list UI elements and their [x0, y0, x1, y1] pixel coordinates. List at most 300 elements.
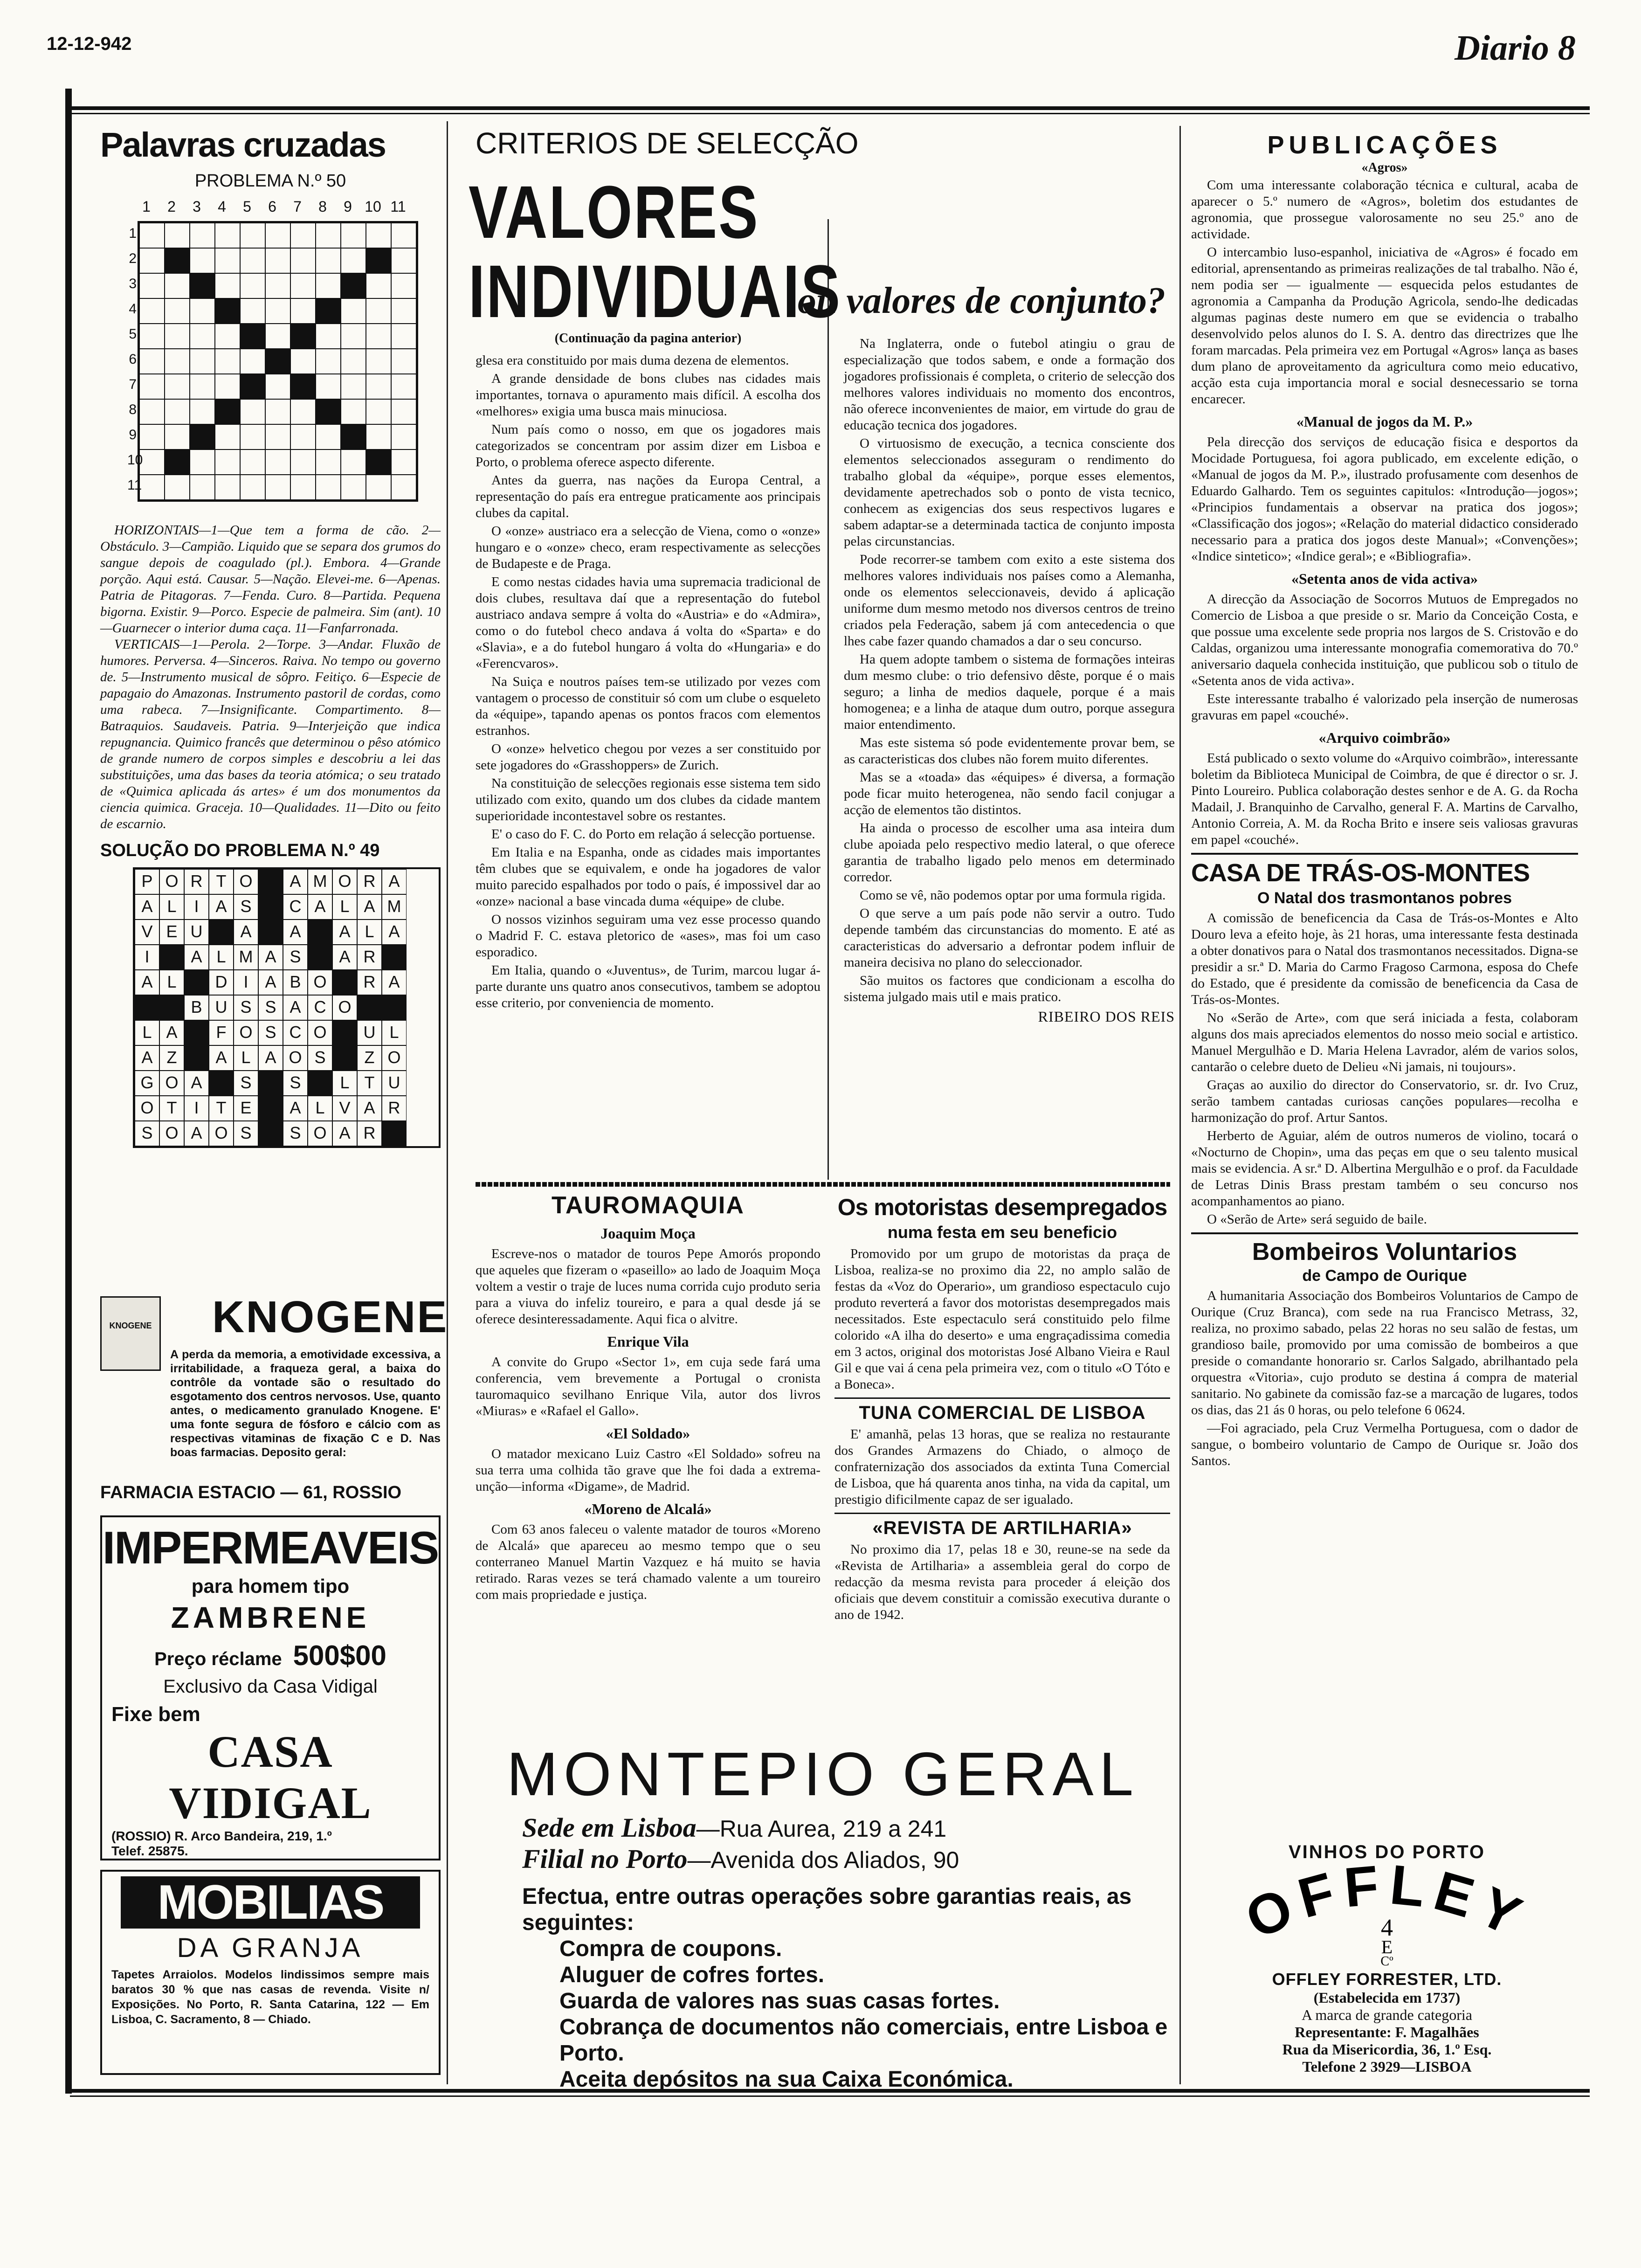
impermeaveis-exclusive: Exclusivo da Casa Vidigal: [163, 1676, 378, 1697]
article-headline: VALORES INDIVIDUAIS: [469, 170, 842, 333]
solution-cell: Z: [357, 1045, 382, 1071]
publicacoes-paragraph: A direcção da Associação de Socorros Mutuos de Empregados no Comercio de Lisboa a que preside o sr. Mario da Conceição Costa, e que possue uma excelente sede propria nos largos de S. Cristovão e do Caldas, organizou uma interessante monografia comemorativa do 70.º aniversario daquela conhecida instituição, que publicou sob o titulo de «Setenta anos de vida activa».: [1191, 592, 1578, 688]
solution-cell: I: [135, 945, 159, 970]
solution-cell: [184, 970, 209, 995]
casa-subtitle: O Natal dos trasmontanos pobres: [1257, 889, 1512, 907]
grid-cell: [265, 298, 290, 324]
price-value: 500$00: [293, 1640, 386, 1671]
solution-cell: A: [283, 1096, 308, 1121]
grid-cell: [391, 475, 416, 500]
separator: [834, 1513, 1170, 1514]
article-subhead: ou valores de conjunto?: [798, 280, 1165, 321]
offley-telephone: Telefone 2 3929—LISBOA: [1302, 2058, 1472, 2075]
grid-cell: [240, 223, 265, 248]
offley-company: OFFLEY FORRESTER, LTD.: [1272, 1970, 1502, 1989]
solution-cell: L: [159, 970, 184, 995]
solution-cell: A: [283, 920, 308, 945]
article-paragraph: Ha quem adopte tambem o sistema de formações inteiras dum mesmo clube: o trio defensivo dêste, porque é o mais seguro; a linha de medios daquele, porque é a mais homogenea; e a linha de ataque dum outro, porque assegura maior entendimento.: [844, 652, 1175, 732]
grid-cell: [240, 349, 265, 374]
column-number: 6: [268, 198, 276, 215]
crossword-puzzle: [100, 195, 441, 517]
grid-cell: [165, 424, 190, 449]
solution-cell: A: [159, 1020, 184, 1045]
solution-cell: R: [382, 1096, 407, 1121]
solution-cell: E: [234, 1096, 258, 1121]
article-paragraph: Na constituição de selecções regionais esse sistema tem sido utilizado com exito, quando um dos clubes da cidade mantem superioridade incontestavel sobre os restantes.: [476, 776, 820, 823]
grid-cell: [165, 273, 190, 298]
article-paragraph: Mas este sistema só pode evidentemente provar bem, se as caracteristicas dos clubes não forem muito diferentes.: [844, 735, 1175, 767]
motoristas-text: Promovido por um grupo de motoristas da praça de Lisboa, realiza-se no proximo dia 22, no amplo salão de festas da «Voz do Operario», um grandioso espectaculo cujo produto reverterá a favor dos motoristas desempregados mais necessitados. Este espectaculo será constituido pelo filme colorido «A ilha do deserto» e uma engraçadissima comedia em 3 actos, original dos motoristas José Albano Vieira e Raul Gil e que vai á cena pela primeira vez, com o titulo «O Tóto e a Boneca».: [834, 1246, 1170, 1392]
article-paragraph: O que serve a um país pode não servir a outro. Tudo depende também das circunstancias do momento. E até as caracteristicas do adversario a defrontar podem influir de maneira decisiva no plano do seleccionador.: [844, 906, 1175, 970]
offley-address: Rua da Misericordia, 36, 1.º Esq.: [1282, 2041, 1492, 2058]
bombeiros-body: [1191, 1288, 1578, 1469]
motoristas-section: [834, 1194, 1170, 1625]
bottom-rule-thin: [70, 2095, 1590, 2097]
publicacoes-s4-text: Está publicado o sexto volume do «Arquivo coimbrão», interessante boletim da Biblioteca Municipal de Coimbra, de que é director o sr. J. Pinto Loureiro. Publica colaboração destes senhor e de A. G. da Rocha Madail, J. Branquinho de Carvalho, general F. A. Martins de Carvalho, Antonio Correia, A. M. da Rocha Brito e insere seis valiosas gravuras em papel «couché».: [1191, 751, 1578, 847]
solution-cell: B: [283, 970, 308, 995]
solution-cell: S: [258, 1020, 283, 1045]
crossword-title: Palavras cruzadas: [100, 125, 386, 164]
solution-cell: A: [184, 1071, 209, 1096]
solution-cell: G: [135, 1071, 159, 1096]
grid-cell: [265, 273, 290, 298]
casa-paragraph: A comissão de beneficencia da Casa de Trás-os-Montes e Alto Douro leva a efeito hoje, às 21 horas, uma interessante festa destinada a obter donativos para o Natal dos trasmontanos necessitados. Digna-se presidir a sr.ª D. Maria do Carmo Fragoso Carmona, esposa do Chefe do Estado, que é presidente da comissão de beneficencia da Casa de Trás-os-Montes.: [1191, 911, 1578, 1007]
solution-cell: A: [234, 920, 258, 945]
grid-cell: [139, 324, 165, 349]
publicacoes-s3-body: [1191, 591, 1578, 724]
grid-cell: [366, 449, 391, 475]
grid-cell: [215, 449, 240, 475]
solution-cell: L: [332, 1071, 357, 1096]
grid-cell: [265, 324, 290, 349]
monogram-top: 4: [1381, 1915, 1393, 1941]
grid-cell: [139, 424, 165, 449]
solution-cell: O: [308, 1020, 332, 1045]
crossword-grid: [138, 221, 418, 502]
solution-cell: [209, 1071, 234, 1096]
row-number: 5: [129, 326, 137, 342]
grid-cell: [190, 298, 215, 324]
article-paragraph: Na Suiça e noutros países tem-se utilizado por vezes com vantagem o processo de constituir só com um clube o esqueleto da «équipe», tapando apenas os pontos fracos com elementos estranhos.: [476, 674, 820, 738]
grid-cell: [290, 475, 316, 500]
grid-cell: [290, 248, 316, 273]
casa-vidigal: CASA VIDIGAL: [169, 1727, 372, 1828]
knogene-text: A perda da memoria, a emotividade excessiva, a irritabilidade, a fraqueza geral, a baixa do contrôle da vontade são o resultado do esgotamento dos centros nervosos. Use, quanto antes, o medicamento granulado Knogene. E' uma fonte segura de fósforo e cálcio com as respectivas vitaminas de fixação C e D. Nas boas farmacias. Deposito geral:: [170, 1348, 441, 1459]
grid-cell: [366, 424, 391, 449]
article-paragraph: Antes da guerra, nas nações da Europa Central, a representação do país era entregue praticamente aos principais clubes da capital.: [476, 473, 820, 520]
tauromaquia-s1-text: Escreve-nos o matador de touros Pepe Amorós propondo que aqueles que fizeram o «paseillo» ao lado de Joaquim Moça voltem a vestir o traje de luces numa corrida cujo produto seria para a viuva do infeliz toureiro, e para a qual desde já se oferece desinteressadamente. Aqui fica o alvitre.: [476, 1246, 820, 1327]
grid-cell: [341, 223, 366, 248]
solution-cell: S: [283, 1121, 308, 1146]
row-number: 11: [127, 477, 142, 493]
clues-vertical-label: VERTICAIS: [114, 637, 180, 652]
column-number: 3: [193, 198, 201, 215]
solution-cell: A: [135, 970, 159, 995]
grid-cell: [240, 273, 265, 298]
solution-cell: [258, 1071, 283, 1096]
solution-cell: C: [308, 995, 332, 1020]
solution-cell: O: [209, 1121, 234, 1146]
grid-cell: [366, 349, 391, 374]
solution-cell: T: [357, 1071, 382, 1096]
grid-cell: [215, 475, 240, 500]
grid-cell: [190, 248, 215, 273]
grid-cell: [240, 399, 265, 424]
masthead-title: Diario: [1455, 28, 1549, 68]
casa-paragraph: Herberto de Aguiar, além de outros numeros de violino, tocará o «Nocturno de Chopin», uma das peças em que o seu talento musical mais se evidencia. A sr.ª D. Albertina Mergulhão e o prof. da Faculdade de Letras Dinis Brass prestam também o seu concurso nos acompanhamentos ao piano.: [1191, 1128, 1578, 1209]
solution-cell: V: [332, 1096, 357, 1121]
article-paragraph: O «onze» austriaco era a selecção de Viena, como o «onze» hungaro e o «onze» checo, eram respectivamente as selecções de Budapeste e de Praga.: [476, 524, 820, 571]
tauromaquia-s3-text: O matador mexicano Luiz Castro «El Soldado» sofreu na sua terra uma colhida tão grave que lhe foi dada a extrema-unção—informa «Digame», de Madrid.: [476, 1446, 820, 1494]
solution-cell: A: [135, 1045, 159, 1071]
grid-cell: [391, 374, 416, 399]
grid-cell: [391, 349, 416, 374]
sede-label: Sede em Lisboa: [522, 1812, 696, 1843]
bombeiros-title: Bombeiros Voluntarios: [1252, 1238, 1517, 1265]
column-divider: [1179, 126, 1181, 2084]
casa-paragraph: No «Serão de Arte», com que será iniciada a festa, colaboram alguns dos mais apreciados elementos do nosso meio social e artistico. Manuel Mergulhão e D. Maria Helena Lavrador, além de varios solos, cantarão o celebre dueto de Delieu «Ni jamais, ni toujours».: [1191, 1010, 1578, 1074]
grid-cell: [215, 273, 240, 298]
grid-cell: [341, 475, 366, 500]
article-paragraph: O «onze» helvetico chegou por vezes a ser constituido por sete jogadores do «Grasshoppers» de Zurich.: [476, 741, 820, 773]
column-divider: [447, 121, 448, 2084]
grid-cell: [240, 449, 265, 475]
solution-cell: S: [258, 995, 283, 1020]
grid-cell: [290, 374, 316, 399]
solution-cell: [209, 920, 234, 945]
motoristas-subtitle: numa festa em seu beneficio: [887, 1223, 1117, 1242]
solution-cell: B: [184, 995, 209, 1020]
clues-v: [100, 636, 441, 832]
grid-cell: [240, 374, 265, 399]
grid-cell: [139, 374, 165, 399]
grid-cell: [190, 424, 215, 449]
montepio-ad: [476, 1739, 1170, 2092]
grid-cell: [391, 223, 416, 248]
grid-cell: [190, 349, 215, 374]
solution-cell: O: [332, 869, 357, 894]
solution-cell: L: [308, 1096, 332, 1121]
offley-ad: [1193, 1842, 1580, 2080]
grid-cell: [391, 324, 416, 349]
grid-cell: [366, 374, 391, 399]
montepio-items: [476, 1936, 1170, 2093]
grid-cell: [366, 298, 391, 324]
grid-cell: [190, 475, 215, 500]
mobilias-ad: [100, 1870, 441, 2075]
article-paragraph: A grande densidade de bons clubes nas cidades mais importantes, tornava o apuramento mais difícil. A escolha dos «melhores» exigia uma busca mais minuciosa.: [476, 371, 820, 419]
article-col-1-body: [476, 353, 820, 1011]
montepio-item: Cobrança de documentos não comerciais, entre Lisboa e Porto.: [559, 2015, 1168, 2066]
solution-cell: [382, 1121, 407, 1146]
grid-cell: [290, 449, 316, 475]
bombeiros-paragraph: —Foi agraciado, pela Cruz Vermelha Portuguesa, com o dador de sangue, o bombeiro voluntario de Campo de Ourique sr. João dos Santos.: [1191, 1421, 1578, 1468]
article-paragraph: glesa era constituido por mais duma dezena de elementos.: [476, 353, 789, 368]
separator: [1191, 853, 1578, 855]
article-paragraph: Em Italia e na Espanha, onde as cidades mais importantes têm clubes que se equivalem, e onde ha jogadores de valor muito parecido espalhados por todo o país, é impossivel dar ao «onze» nacional a base vincada duma «équipe» de clube.: [476, 845, 820, 909]
grid-cell: [139, 475, 165, 500]
solution-cell: [332, 970, 357, 995]
casa-title: CASA DE TRÁS-OS-MONTES: [1191, 859, 1530, 887]
article-author: RIBEIRO DOS REIS: [1038, 1008, 1175, 1025]
solution-cell: L: [357, 920, 382, 945]
grid-cell: [139, 449, 165, 475]
solution-cell: [357, 995, 382, 1020]
solution-cell: A: [258, 1045, 283, 1071]
grid-cell: [341, 298, 366, 324]
clues-horizontal: —1—Que tem a forma de cão. 2—Obstáculo. 3—Campião. Liquido que se separa dos grumos do sangue depois de coagulado (pl.). Embora. 4—Grande porção. Aqui está. Causar. 5—Nação. Elevei-me. 6—Apenas. Patria de Pitagoras. 7—Fenda. Curo. 8—Partida. Pequena bigorna. Existir. 9—Porco. Especie de palmeira. Sim (ant). 10—Guarnecer o interior duma caça. 11—Fanfarronada.: [100, 523, 441, 636]
grid-cell: [215, 399, 240, 424]
grid-cell: [139, 349, 165, 374]
solution-cell: O: [159, 1071, 184, 1096]
article-paragraph: O nossos vizinhos seguiram uma vez esse processo quando o Madrid F. C. estava pletorico de «ases», mas foi um caso esporadico.: [476, 912, 820, 960]
filial-label: Filial no Porto: [522, 1844, 688, 1874]
solution-cell: A: [184, 1121, 209, 1146]
solution-cell: [332, 1045, 357, 1071]
left-border: [65, 89, 72, 2094]
grid-cell: [341, 424, 366, 449]
grid-cell: [165, 349, 190, 374]
grid-cell: [139, 399, 165, 424]
solution-cell: V: [135, 920, 159, 945]
mobilias-title: MOBILIAS: [121, 1876, 420, 1929]
grid-cell: [366, 475, 391, 500]
publicacoes-paragraph: O intercambio luso-espanhol, iniciativa de «Agros» é focado em editorial, aprensentando as primeiras realizações de tal trabalho. Não é, nem podia ser — igualmente — esquecida pelos estudantes de agronomia a Campanha da Produção Agricola, sendo-lhe dedicadas algumas paginas deste numero em que se evidencia o trabalho desenvolvido pelos alunos do I. S. A. dentro das directrizes que lhe foram marcadas. Pela primeira vez em Portugal «Agros» lança as bases dum plano de aproveitamento da agricultura como meio educativo, acção esta cuja importancia moral e social desnecessario se torna encarecer.: [1191, 245, 1578, 407]
grid-cell: [215, 324, 240, 349]
casa-paragraph: Graças ao auxilio do director do Conservatorio, sr. dr. Ivo Cruz, serão tambem cantadas curiosas canções populares—recolha e harmonização do prof. Artur Santos.: [1191, 1078, 1578, 1125]
grid-cell: [215, 374, 240, 399]
grid-cell: [341, 248, 366, 273]
crossword-section: [100, 125, 441, 1148]
filial-address: —Avenida dos Aliados, 90: [687, 1847, 959, 1873]
column-number: 11: [390, 198, 406, 215]
solution-cell: A: [357, 1096, 382, 1121]
solution-cell: [382, 995, 407, 1020]
grid-cell: [290, 324, 316, 349]
solution-cell: L: [332, 894, 357, 920]
solution-cell: R: [357, 945, 382, 970]
grid-cell: [165, 475, 190, 500]
header-rule: [70, 106, 1590, 110]
column-divider: [827, 219, 829, 1180]
publicacoes-s2-text: Pela direcção dos serviços de educação fisica e desportos da Mocidade Portuguesa, foi agora publicado, em excelente edição, o «Manual de jogos da M. P.», ilustrado profusamente com desenhos de Eduardo Galhardo. Tem os seguintes capitulos: «Introdução—jogos»; «Principios fundamentais a observar na pratica dos jogos»; «Classificação dos jogos»; «Relação do material didactico considerado necessario para a pratica dos jogos deste Manual»; «Convenções»; «Indice sintetico»; «Indice geral»; e «Bibliografia».: [1191, 435, 1578, 564]
montepio-item: Guarda de valores nas suas casas fortes.: [559, 1989, 1000, 2013]
grid-cell: [139, 248, 165, 273]
solution-cell: O: [234, 869, 258, 894]
publicacoes-s4-title: «Arquivo coimbrão»: [1318, 729, 1451, 746]
grid-cell: [316, 248, 341, 273]
crossword-problem: PROBLEMA N.º 50: [194, 171, 346, 191]
solution-cell: O: [308, 1121, 332, 1146]
grid-cell: [139, 273, 165, 298]
grid-cell: [366, 399, 391, 424]
solution-cell: A: [382, 920, 407, 945]
row-numbers: [127, 221, 143, 498]
impermeaveis-fixe: Fixe bem: [111, 1703, 200, 1726]
article-paragraph: Como se vê, não podemos optar por uma formula rigida.: [860, 888, 1166, 903]
grid-cell: [215, 424, 240, 449]
clues: [100, 522, 441, 636]
tuna-text: E' amanhã, pelas 13 horas, que se realiza no restaurante dos Grandes Armazens do Chiado, o almoço de confraternização dos associados da extinta Tuna Comercial de Lisboa, que há quarenta anos tinha, na vida da capital, um prestigio dificilmente capaz de ser igualado.: [834, 1427, 1170, 1507]
knogene-pharmacy: FARMACIA ESTACIO — 61, ROSSIO: [100, 1483, 402, 1502]
tauromaquia-s4-text: Com 63 anos faleceu o valente matador de touros «Moreno de Alcalá» que apareceu ao mesmo tempo que o seu conterraneo Manuel Martin Vazquez e há muito se havia retirado. Raras vezes se terá chamado valente a um toureiro com mais propriedade e justiça.: [476, 1522, 820, 1602]
tauromaquia-s2-text: A convite do Grupo «Sector 1», em cuja sede fará uma conferencia, vem brevemente a Portugal o cronista tauromaquico sevilhano Enrique Vila, autor dos livros «Miuras» e «Rafael el Gallo».: [476, 1355, 820, 1418]
montepio-sede: [476, 1812, 1170, 1843]
solution-cell: O: [283, 1045, 308, 1071]
solution-cell: U: [209, 995, 234, 1020]
motoristas-title: Os motoristas desempregados: [837, 1194, 1167, 1220]
solution-cell: U: [382, 1071, 407, 1096]
solution-cell: E: [159, 920, 184, 945]
solution-title: SOLUÇÃO DO PROBLEMA N.º 49: [100, 841, 380, 860]
montepio-item: Aluguer de cofres fortes.: [559, 1963, 825, 1987]
impermeaveis-line1: para homem tipo: [191, 1575, 350, 1597]
solution-cell: S: [234, 894, 258, 920]
grid-cell: [391, 298, 416, 324]
offley-kicker: VINHOS DO PORTO: [1288, 1842, 1486, 1862]
monogram-mid: E: [1381, 1936, 1393, 1957]
grid-cell: [316, 475, 341, 500]
grid-cell: [316, 298, 341, 324]
artilharia-text: No proximo dia 17, pelas 18 e 30, reune-se na sede da «Revista de Artilharia» a assembleia geral do corpo de redacção da mesma revista para proceder á eleição dos oficiais que devem constituir a comissão executiva durante o ano de 1942.: [834, 1542, 1170, 1622]
offley-established: (Estabelecida em 1737): [1313, 1989, 1461, 2006]
grid-cell: [316, 349, 341, 374]
grid-cell: [165, 223, 190, 248]
grid-cell: [265, 449, 290, 475]
offley-logo-text: OFFLEY: [1236, 1865, 1538, 1951]
solution-cell: M: [308, 869, 332, 894]
grid-cell: [341, 449, 366, 475]
artilharia-title: «REVISTA DE ARTILHARIA»: [872, 1518, 1132, 1538]
knogene-box-label: KNOGENE: [109, 1321, 152, 1330]
row-number: 10: [127, 452, 143, 468]
grid-cell: [391, 449, 416, 475]
solution-cell: A: [209, 894, 234, 920]
grid-cell: [265, 424, 290, 449]
article-paragraph: Mas se a «toada» das «équipes» é diversa, a formação pode ficar muito heterogenea, não sendo facil conjugar a acção de elementos tão distintos.: [844, 770, 1175, 817]
article-paragraph: Na Inglaterra, onde o futebol atingiu o grau de especialização que todos sabem, e onde a formação dos jogadores profissionais é completa, o criterio de selecção dos melhores valores individuais no momento dos encontros, não oferece inconvenientes de maior, em virtude do grau de educação tecnica dos jogadores.: [844, 336, 1175, 433]
solution-cell: U: [184, 920, 209, 945]
grid-cell: [240, 324, 265, 349]
grid-cell: [316, 324, 341, 349]
grid-cell: [366, 223, 391, 248]
grid-cell: [265, 349, 290, 374]
solution-cell: S: [283, 1071, 308, 1096]
solution-cell: A: [209, 1045, 234, 1071]
impermeaveis-price-line: [102, 1639, 439, 1672]
grid-cell: [341, 324, 366, 349]
grid-cell: [366, 273, 391, 298]
grid-cell: [341, 273, 366, 298]
tauromaquia-s3-title: «El Soldado»: [606, 1425, 690, 1442]
solution-cell: O: [382, 1045, 407, 1071]
tauromaquia-s4-title: «Moreno de Alcalá»: [584, 1500, 712, 1517]
solution-cell: A: [332, 920, 357, 945]
grid-cell: [341, 349, 366, 374]
solution-cell: P: [135, 869, 159, 894]
clues-horizontal-label: HORIZONTAIS: [114, 523, 199, 538]
grid-cell: [391, 248, 416, 273]
masthead: [1455, 28, 1576, 69]
solution-cell: A: [332, 945, 357, 970]
grid-cell: [316, 449, 341, 475]
solution-cell: [258, 869, 283, 894]
solution-cell: I: [184, 894, 209, 920]
grid-cell: [265, 399, 290, 424]
separator: [1191, 1232, 1578, 1234]
montepio-filial: [476, 1843, 1170, 1874]
solution-cell: O: [135, 1096, 159, 1121]
publicacoes-s2-title: «Manual de jogos da M. P.»: [1296, 413, 1473, 430]
column-number: 7: [293, 198, 302, 215]
grid-cell: [316, 424, 341, 449]
article-col-2-body: [844, 336, 1175, 1005]
solution-cell: [184, 1020, 209, 1045]
solution-cell: L: [382, 1020, 407, 1045]
publicacoes-s3-title: «Setenta anos de vida activa»: [1291, 570, 1478, 587]
solution-cell: R: [357, 869, 382, 894]
grid-cell: [190, 223, 215, 248]
solution-cell: [258, 894, 283, 920]
solution-cell: A: [283, 869, 308, 894]
grid-cell: [240, 424, 265, 449]
grid-cell: [190, 449, 215, 475]
solution-cell: S: [234, 1071, 258, 1096]
solution-cell: [308, 920, 332, 945]
clues-vertical: —1—Perola. 2—Torpe. 3—Andar. Fluxão de humores. Perversa. 4—Sinceros. Raiva. No tempo ou governo de. 5—Instrumento musical de sôpro. Feitiço. 6—Especie de papagaio do Amazonas. Instrumento pastoril de cordas, como uma rabeca. 7—Insignificante. Compartimento. 8—Batraquios. Saudaveis. Patria. 9—Interjeição que indica repugnancia. Quimico francês que determinou o pêso atómico de grande numero de corpos simples e descobriu a lei das substituições, uma das bases da teoria atómica; o seu tratado de «Quimica aplicada ás artes» é um dos monumentos da ciencia quimica. Graceja. 10—Qualidades. 11—Dito ou feito de escarnio.: [100, 637, 441, 831]
solution-grid: [133, 867, 441, 1148]
solution-cell: U: [357, 1020, 382, 1045]
solution-cell: [135, 995, 159, 1020]
solution-cell: [308, 945, 332, 970]
knogene-box: [100, 1296, 161, 1371]
solution-cell: A: [382, 970, 407, 995]
solution-cell: R: [184, 869, 209, 894]
article-paragraph: São muitos os factores que condicionam a escolha do sistema julgado mais util e mais pratico.: [844, 973, 1175, 1004]
grid-cell: [215, 248, 240, 273]
tauromaquia-s1-title: Joaquim Moça: [600, 1225, 696, 1242]
bombeiros-paragraph: A humanitaria Associação dos Bombeiros Voluntarios de Campo de Ourique (Cruz Branca), com sede na rua Francisco Metrass, 32, realiza, no proximo sabado, pelas 22 horas no seu salão de festas, um grandioso baile, promovido por uma comissão de bombeiros a que preside o comandante honorario sr. Carlos Salgado, abrilhantado pela orquestra «Vitoria», cujo produto se destina á compra de material sanitario. No gabinete da comissão faz-se a marcação de lugares, todos os dias, das 21 ás 0 horas, ou pelo telefone 6 0624.: [1191, 1288, 1578, 1418]
grid-cell: [165, 449, 190, 475]
solution-cell: L: [209, 945, 234, 970]
solution-cell: O: [332, 995, 357, 1020]
grid-cell: [190, 374, 215, 399]
grid-cell: [265, 223, 290, 248]
mobilias-text: Tapetes Arraiolos. Modelos lindissimos sempre mais baratos 30 % que nas casas de revenda. Visite n/ Exposições. No Porto, R. Santa Catarina, 122 — Em Lisboa, C. Sacramento, 8 — Chiado.: [111, 1968, 429, 2026]
grid-cell: [391, 273, 416, 298]
grid-cell: [215, 349, 240, 374]
grid-cell: [391, 424, 416, 449]
grid-cell: [165, 399, 190, 424]
separator: [834, 1397, 1170, 1399]
article-paragraph: Pode recorrer-se tambem com exito a este sistema dos melhores valores individuais nos países como a Alemanha, onde os elementos seleccionaveis, devido á aplicação uniforme dum mesmo metodo nos diversos centros de treino criados pela Federação, sabem já com antecedencia o que lhes cabe fazer quando chamados a dar o seu concurso.: [844, 552, 1175, 649]
publicacoes-s1-title: «Agros»: [1361, 160, 1408, 175]
publicacoes-title: PUBLICAÇÕES: [1267, 131, 1502, 159]
solution-cell: [184, 1045, 209, 1071]
header-rule-thin: [70, 113, 1590, 114]
solution-cell: O: [308, 970, 332, 995]
solution-cell: S: [135, 1121, 159, 1146]
grid-cell: [190, 324, 215, 349]
solution-cell: I: [234, 970, 258, 995]
page-number: 8: [1558, 28, 1576, 68]
solution-cell: A: [135, 894, 159, 920]
solution-cell: L: [234, 1045, 258, 1071]
tauromaquia-s2-title: Enrique Vila: [607, 1333, 689, 1350]
solution-cell: T: [209, 869, 234, 894]
solution-cell: L: [135, 1020, 159, 1045]
impermeaveis-brand: ZAMBRENE: [171, 1601, 370, 1634]
